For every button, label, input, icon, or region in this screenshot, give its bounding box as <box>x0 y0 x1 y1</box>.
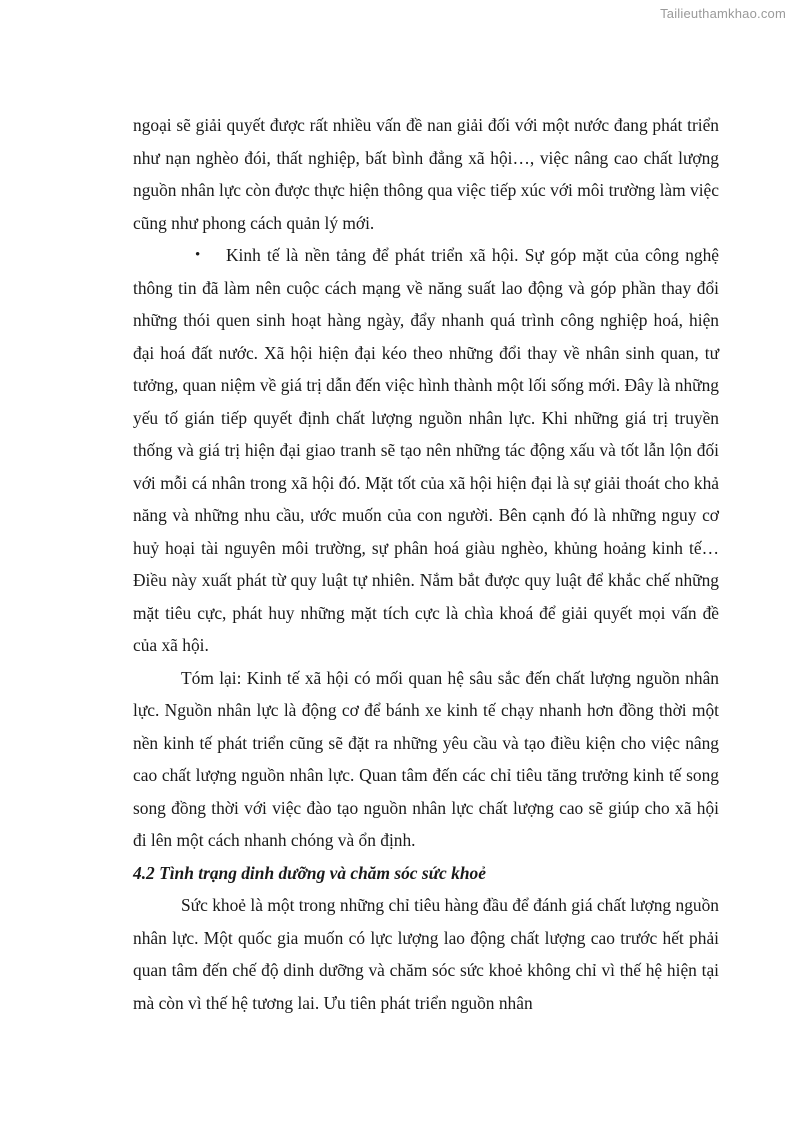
document-page <box>133 109 719 1019</box>
watermark: Tailieuthamkhao.com <box>660 6 786 21</box>
bullet-icon: • <box>195 247 201 263</box>
bullet-paragraph <box>133 239 719 662</box>
paragraph-intro: ngoại sẽ giải quyết được rất nhiều vấn đề nan giải đối với một nước đang phát triển như nạn nghèo đói, thất nghiệp, bất bình đẳng xã hội…, việc nâng cao chất lượng nguồn nhân lực còn được thực hiện thông qua việc tiếp xúc với môi trường làm việc cũng như phong cách quản lý mới. <box>133 115 719 233</box>
section-heading: 4.2 Tình trạng dinh dưỡng và chăm sóc sức khoẻ <box>133 862 486 883</box>
paragraph-health: Sức khoẻ là một trong những chỉ tiêu hàng đầu để đánh giá chất lượng nguồn nhân lực. Một quốc gia muốn có lực lượng lao động chất lượng cao trước hết phải quan tâm đến chế độ dinh dưỡng và chăm sóc sức khoẻ không chỉ vì thế hệ hiện tại mà còn vì thế hệ tương lai. Ưu tiên phát triển nguồn nhân <box>133 895 719 1013</box>
bullet-paragraph-text: Kinh tế là nền tảng để phát triển xã hội. Sự góp mặt của công nghệ thông tin đã làm nên cuộc cách mạng về năng suất lao động và góp phần thay đổi những thói quen sinh hoạt hàng ngày, đẩy nhanh quá trình công nghiệp hoá, hiện đại hoá đất nước. Xã hội hiện đại kéo theo những đổi thay về nhân sinh quan, tư tưởng, quan niệm về giá trị dẫn đến việc hình thành một lối sống mới. Đây là những yếu tố gián tiếp quyết định chất lượng nguồn nhân lực. Khi những giá trị truyền thống và giá trị hiện đại giao tranh sẽ tạo nên những tác động xấu và tốt lẫn lộn đối với mỗi cá nhân trong xã hội đó. Mặt tốt của xã hội hiện đại là sự giải thoát cho khả năng và những nhu cầu, ước muốn của con người. Bên cạnh đó là những nguy cơ huỷ hoại tài nguyên môi trường, sự phân hoá giàu nghèo, khủng hoảng kinh tế…Điều này xuất phát từ quy luật tự nhiên. Nắm bắt được quy luật để khắc chế những mặt tiêu cực, phát huy những mặt tích cực là chìa khoá để giải quyết mọi vấn đề của xã hội. <box>133 245 719 655</box>
paragraph-summary: Tóm lại: Kinh tế xã hội có mối quan hệ sâu sắc đến chất lượng nguồn nhân lực. Nguồn nhân lực là động cơ để bánh xe kinh tế chạy nhanh hơn đồng thời một nền kinh tế phát triển cũng sẽ đặt ra những yêu cầu và tạo điều kiện cho việc nâng cao chất lượng nguồn nhân lực. Quan tâm đến các chỉ tiêu tăng trưởng kinh tế song song đồng thời với việc đào tạo nguồn nhân lực chất lượng cao sẽ giúp cho xã hội đi lên một cách nhanh chóng và ổn định. <box>133 667 719 850</box>
